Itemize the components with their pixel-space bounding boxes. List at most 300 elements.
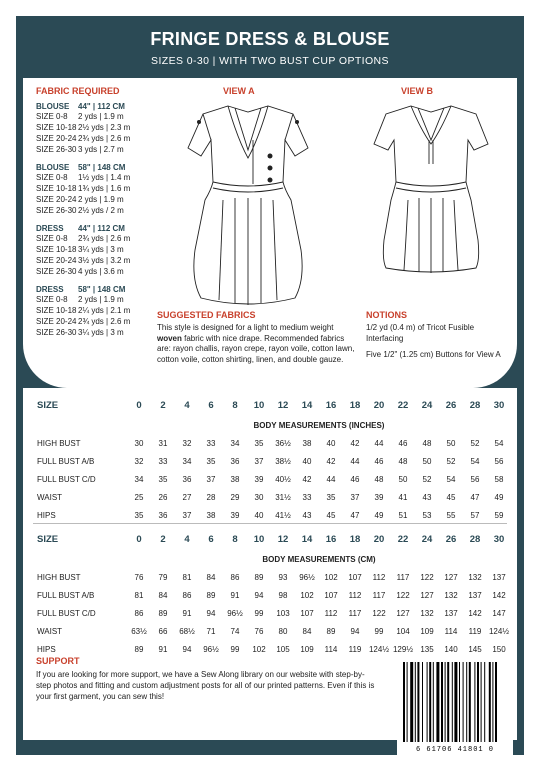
- fabric-groups: [36, 102, 166, 338]
- measurement-cell: 132: [444, 590, 458, 600]
- measurement-cell: 137: [468, 590, 482, 600]
- row-label: FULL BUST C/D: [37, 474, 96, 484]
- inches-table: [31, 394, 511, 524]
- measurement-cell: 137: [444, 608, 458, 618]
- measurement-cell: 117: [396, 572, 410, 582]
- fabric-size: SIZE 20-24: [36, 134, 77, 143]
- size-cell: 12: [277, 533, 289, 545]
- measurement-cell: 104: [396, 626, 410, 636]
- measurement-cell: 33: [302, 492, 312, 502]
- measurement-cell: 114: [444, 626, 458, 636]
- fabric-row: [36, 133, 166, 144]
- measurement-cell: 48: [374, 474, 384, 484]
- measurement-cell: 35: [158, 474, 168, 484]
- fabric-amount: 3 yds | 2.7 m: [78, 145, 124, 154]
- size-header-row: [31, 528, 511, 550]
- measurement-cell: 102: [300, 590, 314, 600]
- measurement-cell: 25: [134, 492, 144, 502]
- cm-table: [31, 528, 511, 658]
- table-row: [31, 434, 511, 452]
- measurement-cell: 86: [182, 590, 192, 600]
- measurement-cell: 107: [324, 590, 338, 600]
- measurement-cell: 38: [206, 510, 216, 520]
- measurement-cell: 52: [446, 456, 456, 466]
- measurement-cell: 54: [446, 474, 456, 484]
- fabric-group: [36, 285, 166, 338]
- measurement-cell: 145: [468, 644, 482, 654]
- barcode-bar: [495, 662, 497, 742]
- measurement-cell: 36: [182, 474, 192, 484]
- fabric-amount: 2¾ yds | 2.6 m: [78, 134, 131, 143]
- measurement-cell: 127: [396, 608, 410, 618]
- table-row: [31, 622, 511, 640]
- measurement-cell: 86: [134, 608, 144, 618]
- measurement-cell: 46: [350, 474, 360, 484]
- measurement-cell: 34: [134, 474, 144, 484]
- measurement-cell: 40: [302, 456, 312, 466]
- page-subtitle: SIZES 0-30 | WITH TWO BUST CUP OPTIONS: [151, 55, 389, 67]
- measurement-cell: 39: [254, 474, 264, 484]
- barcode-bar: [466, 662, 467, 742]
- fabric-size: SIZE 10-18: [36, 245, 77, 254]
- measurement-cell: 114: [324, 644, 338, 654]
- barcode-bar: [452, 662, 453, 742]
- fabric-size: SIZE 0-8: [36, 295, 68, 304]
- measurement-cell: 34: [182, 456, 192, 466]
- measurement-cell: 50: [446, 438, 456, 448]
- fabric-size: SIZE 20-24: [36, 195, 77, 204]
- measurement-cell: 47: [350, 510, 360, 520]
- fabric-row: [36, 305, 166, 316]
- suggested-text-bold: woven: [157, 333, 182, 343]
- notions: [366, 310, 506, 367]
- table-caption: BODY MEASUREMENTS (CM): [262, 554, 376, 564]
- measurement-cell: 91: [230, 590, 240, 600]
- measurement-cell: 142: [468, 608, 482, 618]
- fabric-row: [36, 144, 166, 155]
- fabric-amount: 2 yds | 1.9 m: [78, 295, 124, 304]
- measurement-cell: 43: [422, 492, 432, 502]
- measurement-cell: 105: [276, 644, 290, 654]
- measurement-cell: 112: [372, 572, 386, 582]
- fabric-amount: 3½ yds | 3.2 m: [78, 256, 131, 265]
- fabric-group-width: 58" | 148 CM: [78, 285, 126, 294]
- page-title: FRINGE DRESS & BLOUSE: [150, 29, 390, 49]
- measurement-cell: 107: [348, 572, 362, 582]
- measurement-cell: 44: [350, 456, 360, 466]
- measurement-cell: 42: [302, 474, 312, 484]
- fabric-size: SIZE 20-24: [36, 256, 77, 265]
- barcode-bar: [417, 662, 419, 742]
- barcode-bar: [477, 662, 479, 742]
- barcode-bar: [474, 662, 475, 742]
- measurement-cell: 89: [326, 626, 336, 636]
- size-cell: 20: [373, 533, 385, 545]
- measurement-cell: 45: [326, 510, 336, 520]
- row-label: FULL BUST A/B: [37, 590, 95, 600]
- barcode-bar: [436, 662, 439, 742]
- fabric-amount: 1½ yds | 1.4 m: [78, 173, 131, 182]
- fabric-row: [36, 205, 166, 216]
- fabric-group: [36, 102, 166, 155]
- measurement-cell: 63½: [131, 626, 147, 636]
- measurement-cell: 56: [494, 456, 504, 466]
- measurement-cell: 39: [374, 492, 384, 502]
- fabric-row: [36, 327, 166, 338]
- measurement-cell: 59: [494, 510, 504, 520]
- measurement-cell: 49: [374, 510, 384, 520]
- measurement-cell: 91: [158, 644, 168, 654]
- fabric-amount: 2¾ yds | 2.6 m: [78, 317, 131, 326]
- row-label: WAIST: [37, 626, 63, 636]
- measurement-cell: 109: [300, 644, 314, 654]
- info-card: [23, 78, 517, 388]
- measurement-cell: 109: [420, 626, 434, 636]
- fabric-size: SIZE 26-30: [36, 267, 77, 276]
- notions-title: NOTIONS: [366, 310, 408, 320]
- fabric-amount: 2¾ yds | 2.6 m: [78, 234, 131, 243]
- measurement-cell: 35: [134, 510, 144, 520]
- view-b-drawing: [356, 100, 506, 308]
- fabric-required: [36, 86, 166, 346]
- measurement-cell: 99: [230, 644, 240, 654]
- measurement-cell: 42: [350, 438, 360, 448]
- measurement-cell: 122: [396, 590, 410, 600]
- row-label: FULL BUST C/D: [37, 608, 96, 618]
- fabric-group-width: 44" | 112 CM: [78, 102, 125, 111]
- fabric-group-name: DRESS: [36, 285, 64, 294]
- measurement-cell: 127: [420, 590, 434, 600]
- size-cell: 18: [349, 533, 361, 545]
- measurement-cell: 142: [492, 590, 506, 600]
- fabric-row: [36, 255, 166, 266]
- fabric-group-width: 44" | 112 CM: [78, 224, 125, 233]
- size-cell: 0: [136, 399, 142, 411]
- measurement-cell: 33: [158, 456, 168, 466]
- fabric-row: [36, 172, 166, 183]
- fabric-amount: 2½ yds | 2.3 m: [78, 123, 131, 132]
- size-cell: 16: [325, 399, 337, 411]
- fabric-amount: 2 yds | 1.9 m: [78, 195, 124, 204]
- suggested-text: [157, 323, 357, 365]
- fabric-group-width: 58" | 148 CM: [78, 163, 126, 172]
- measurement-cell: 42: [326, 456, 336, 466]
- fabric-group-name: DRESS: [36, 224, 64, 233]
- barcode-bar: [459, 662, 460, 742]
- measurement-cell: 76: [254, 626, 264, 636]
- measurement-cell: 48: [398, 456, 408, 466]
- measurement-cell: 81: [182, 572, 192, 582]
- size-cell: 26: [445, 399, 457, 411]
- table-row: [31, 452, 511, 470]
- size-cell: 0: [136, 533, 142, 545]
- fabric-row: [36, 122, 166, 133]
- size-cell: 12: [277, 399, 289, 411]
- measurement-cell: 37: [254, 456, 264, 466]
- measurement-cell: 94: [254, 590, 264, 600]
- table-row: [31, 604, 511, 622]
- measurement-cell: 107: [300, 608, 314, 618]
- size-cell: 8: [232, 533, 238, 545]
- measurement-cell: 43: [302, 510, 312, 520]
- measurement-cell: 45: [446, 492, 456, 502]
- measurement-cell: 48: [422, 438, 432, 448]
- suggested-text-b: fabric with nice drape. Recommended fabrics are: rayon challis, rayon crepe, rayon voile, cotton lawn, cotton voile, cotton shirting, linen, and double gauze.: [157, 333, 355, 364]
- measurement-cell: 94: [182, 644, 192, 654]
- measurement-cell: 38½: [275, 456, 291, 466]
- size-cell: 6: [208, 533, 214, 545]
- measurement-cell: 112: [324, 608, 338, 618]
- size-cell: 28: [469, 399, 481, 411]
- measurement-cell: 54: [470, 456, 480, 466]
- measurement-cell: 93: [278, 572, 288, 582]
- measurement-cell: 53: [422, 510, 432, 520]
- measurement-cell: 51: [398, 510, 408, 520]
- suggested-title: SUGGESTED FABRICS: [157, 310, 256, 320]
- size-header-row: [31, 394, 511, 416]
- size-cell: 22: [397, 533, 409, 545]
- measurement-cell: 41½: [275, 510, 291, 520]
- caption-row: [31, 550, 511, 568]
- measurement-cell: 50: [398, 474, 408, 484]
- size-cell: 22: [397, 399, 409, 411]
- caption-row: [31, 416, 511, 434]
- barcode-bar: [403, 662, 405, 742]
- fabric-size: SIZE 0-8: [36, 112, 68, 121]
- measurement-cell: 41: [398, 492, 408, 502]
- measurement-cell: 135: [420, 644, 434, 654]
- barcode-bar: [445, 662, 446, 742]
- measurement-cell: 32: [134, 456, 144, 466]
- measurement-cell: 99: [254, 608, 264, 618]
- size-cell: 24: [421, 399, 433, 411]
- notion-item: 1/2 yd (0.4 m) of Tricot Fusible Interfacing: [366, 323, 475, 343]
- measurement-cell: 94: [206, 608, 216, 618]
- fabric-row: [36, 294, 166, 305]
- barcode-bar: [427, 662, 428, 742]
- fabric-group-header: [36, 102, 166, 111]
- fabric-group: [36, 224, 166, 277]
- size-cell: 14: [301, 533, 313, 545]
- size-cell: 2: [160, 533, 166, 545]
- measurement-cell: 89: [206, 590, 216, 600]
- size-cell: 8: [232, 399, 238, 411]
- fabric-group-header: [36, 285, 166, 294]
- measurement-cell: 32: [182, 438, 192, 448]
- measurement-cell: 37: [206, 474, 216, 484]
- size-cell: 10: [253, 533, 265, 545]
- size-cell: 10: [253, 399, 265, 411]
- fabric-size: SIZE 0-8: [36, 173, 68, 182]
- table-row: [31, 568, 511, 586]
- size-cell: 4: [184, 533, 190, 545]
- measurement-cell: 122: [372, 608, 386, 618]
- suggested-fabrics: [157, 310, 357, 365]
- fabric-amount: 4 yds | 3.6 m: [78, 267, 124, 276]
- measurement-cell: 44: [326, 474, 336, 484]
- measurement-cell: 27: [182, 492, 192, 502]
- measurement-cell: 28: [206, 492, 216, 502]
- suggested-text-a: This style is designed for a light to medium weight: [157, 323, 334, 332]
- fabric-amount: 2 yds | 1.9 m: [78, 112, 124, 121]
- measurement-cell: 37: [350, 492, 360, 502]
- barcode-bar: [469, 662, 471, 742]
- measurement-cell: 31½: [275, 492, 291, 502]
- measurement-cell: 36: [230, 456, 240, 466]
- measurement-cell: 147: [492, 608, 506, 618]
- size-label: SIZE: [37, 399, 59, 411]
- fabric-group: [36, 163, 166, 216]
- fabric-amount: 2½ yds / 2 m: [78, 206, 124, 215]
- size-cell: 28: [469, 533, 481, 545]
- row-label: HIPS: [37, 644, 56, 654]
- measurement-cell: 103: [276, 608, 290, 618]
- size-cell: 20: [373, 399, 385, 411]
- measurement-cell: 40½: [275, 474, 291, 484]
- barcode: [397, 656, 513, 756]
- barcode-bars: [397, 658, 513, 746]
- size-cell: 4: [184, 399, 190, 411]
- measurement-cell: 84: [302, 626, 312, 636]
- fabric-size: SIZE 10-18: [36, 123, 77, 132]
- measurement-cell: 96½: [203, 644, 219, 654]
- row-label: HIPS: [37, 510, 56, 520]
- measurement-cell: 122: [420, 572, 434, 582]
- measurement-cell: 112: [348, 590, 362, 600]
- measurement-cell: 38: [230, 474, 240, 484]
- measurement-cell: 117: [372, 590, 386, 600]
- measurement-cell: 30: [254, 492, 264, 502]
- fabric-group-header: [36, 224, 166, 233]
- barcode-bar: [492, 662, 493, 742]
- measurement-cell: 35: [206, 456, 216, 466]
- measurement-cell: 35: [326, 492, 336, 502]
- fabric-size: SIZE 26-30: [36, 328, 77, 337]
- measurement-cell: 50: [422, 456, 432, 466]
- measurement-cell: 66: [158, 626, 168, 636]
- spacer-cell: [31, 550, 127, 568]
- measurement-cell: 36½: [275, 438, 291, 448]
- measurement-cell: 58: [494, 474, 504, 484]
- measurement-cell: 119: [348, 644, 362, 654]
- fabric-row: [36, 111, 166, 122]
- measurement-cell: 89: [254, 572, 264, 582]
- fabric-title: FABRIC REQUIRED: [36, 86, 120, 96]
- support-title: SUPPORT: [36, 656, 80, 666]
- fabric-row: [36, 244, 166, 255]
- barcode-bar: [410, 662, 413, 742]
- measurement-cell: 46: [398, 438, 408, 448]
- measurement-cell: 49: [494, 492, 504, 502]
- measurement-cell: 80: [278, 626, 288, 636]
- fabric-amount: 3¼ yds | 3 m: [78, 328, 124, 337]
- notion-item: Five 1/2" (1.25 cm) Buttons for View A: [366, 350, 501, 359]
- measurement-cell: 37: [182, 510, 192, 520]
- view-b-label: VIEW B: [401, 86, 434, 96]
- measurement-cell: 76: [134, 572, 144, 582]
- fabric-size: SIZE 10-18: [36, 306, 77, 315]
- size-cell: 18: [349, 399, 361, 411]
- measurement-cell: 91: [182, 608, 192, 618]
- measurement-cell: 36: [158, 510, 168, 520]
- support-section: [36, 656, 376, 702]
- fabric-amount: 3¼ yds | 3 m: [78, 245, 124, 254]
- barcode-bar: [454, 662, 457, 742]
- measurement-cell: 52: [422, 474, 432, 484]
- barcode-bar: [463, 662, 464, 742]
- fabric-size: SIZE 10-18: [36, 184, 77, 193]
- size-cell: 16: [325, 533, 337, 545]
- measurement-cell: 33: [206, 438, 216, 448]
- size-cell: 6: [208, 399, 214, 411]
- fabric-size: SIZE 26-30: [36, 206, 77, 215]
- measurement-cell: 55: [446, 510, 456, 520]
- fabric-amount: 1¾ yds | 1.6 m: [78, 184, 131, 193]
- row-label: HIGH BUST: [37, 438, 81, 448]
- measurement-cell: 68½: [179, 626, 195, 636]
- measurement-cell: 84: [206, 572, 216, 582]
- table-row: [31, 488, 511, 506]
- fabric-group-name: BLOUSE: [36, 102, 70, 111]
- measurement-cell: 119: [468, 626, 482, 636]
- size-cell: 2: [160, 399, 166, 411]
- barcode-bar: [481, 662, 482, 742]
- measurement-cell: 96½: [299, 572, 315, 582]
- measurement-cell: 102: [324, 572, 338, 582]
- row-label: HIGH BUST: [37, 572, 81, 582]
- measurement-cell: 124½: [368, 644, 390, 654]
- measurement-cell: 127: [444, 572, 458, 582]
- measurement-cell: 89: [134, 644, 144, 654]
- size-cell: 14: [301, 399, 313, 411]
- fabric-row: [36, 194, 166, 205]
- header: [16, 16, 524, 76]
- fabric-group-name: BLOUSE: [36, 163, 70, 172]
- measurement-cell: 44: [374, 438, 384, 448]
- barcode-bar: [429, 662, 431, 742]
- table-row: [31, 470, 511, 488]
- barcode-bar: [447, 662, 449, 742]
- measurement-cell: 29: [230, 492, 240, 502]
- measurement-cell: 102: [252, 644, 266, 654]
- view-a-label: VIEW A: [223, 86, 255, 96]
- fabric-size: SIZE 26-30: [36, 145, 77, 154]
- measurement-cell: 99: [374, 626, 384, 636]
- measurement-cell: 74: [230, 626, 240, 636]
- row-label: FULL BUST A/B: [37, 456, 95, 466]
- measurement-cell: 30: [134, 438, 144, 448]
- table-row: [31, 506, 511, 524]
- measurement-cell: 26: [158, 492, 168, 502]
- size-label: SIZE: [37, 533, 59, 545]
- measurement-cell: 150: [492, 644, 506, 654]
- measurement-cell: 56: [470, 474, 480, 484]
- measurement-cell: 79: [158, 572, 168, 582]
- website: CHALKANDNOTCH.COM: [117, 720, 269, 734]
- view-a-drawing: [173, 100, 323, 308]
- barcode-bar: [489, 662, 491, 742]
- table-row: [31, 586, 511, 604]
- measurement-cell: 89: [158, 608, 168, 618]
- divider: [33, 523, 507, 524]
- barcode-bar: [484, 662, 485, 742]
- fabric-amount: 2¼ yds | 2.1 m: [78, 306, 131, 315]
- barcode-bar: [422, 662, 423, 742]
- barcode-number: 6 61706 41801 0: [415, 746, 494, 754]
- barcode-bar: [441, 662, 443, 742]
- measurement-cell: 40: [254, 510, 264, 520]
- measurement-cell: 57: [470, 510, 480, 520]
